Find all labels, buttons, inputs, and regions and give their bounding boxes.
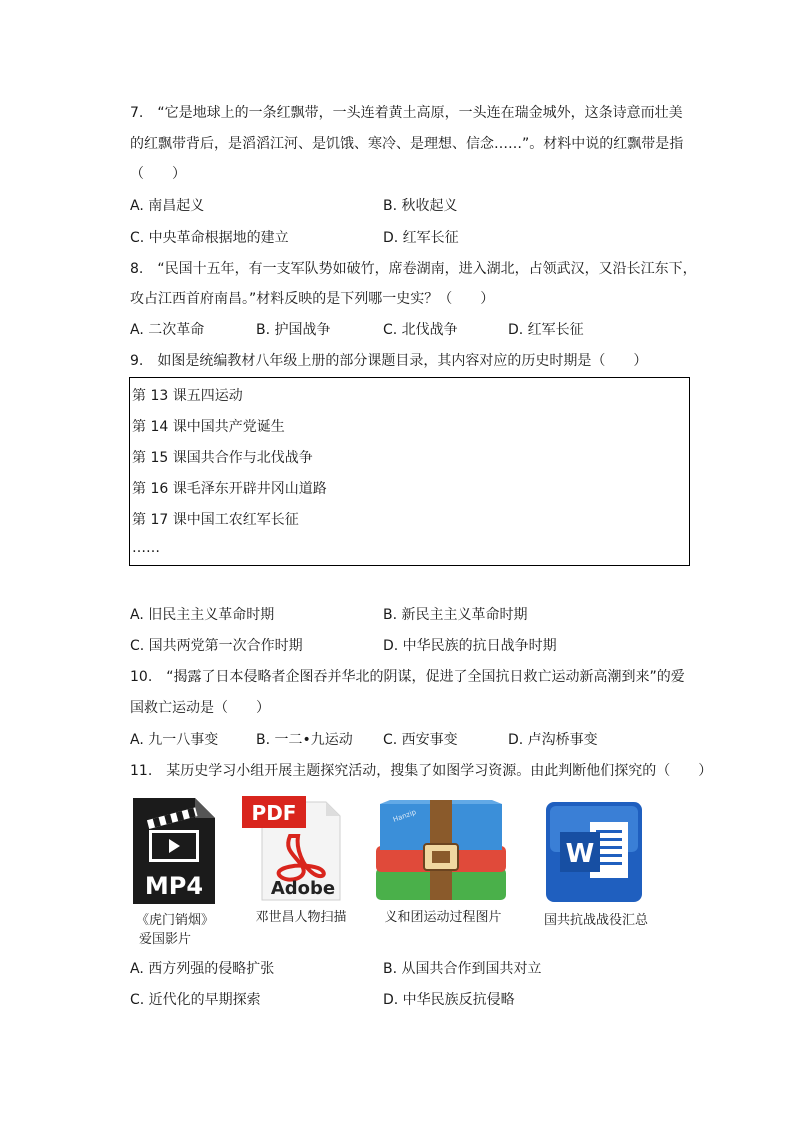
archive-file-icon <box>374 798 508 902</box>
q7-option-a[interactable]: A. 南昌起义 <box>130 198 205 214</box>
toc-item: …… <box>132 540 160 556</box>
mp4-label: MP4 <box>144 872 204 900</box>
caption-archive: 义和团运动过程图片 <box>384 910 502 925</box>
mp4-file-icon <box>133 798 215 904</box>
q11-option-b[interactable]: B. 从国共合作到国共对立 <box>383 961 542 977</box>
caption-word: 国共抗战战役汇总 <box>543 913 648 928</box>
toc-item: 第 16 课毛泽东开辟井冈山道路 <box>132 481 327 497</box>
q9-option-d[interactable]: D. 中华民族的抗日战争时期 <box>383 638 557 654</box>
q8-stem-line2: 攻占江西首府南昌。”材料反映的是下列哪一史实？（ ） <box>130 291 495 307</box>
q7-stem-line1: 7. “它是地球上的一条红飘带，一头连着黄土高原，一头连在瑞金城外，这条诗意而壮美 <box>130 105 683 121</box>
table-of-contents-box <box>129 377 690 566</box>
q7-option-b[interactable]: B. 秋收起义 <box>383 198 458 214</box>
q8-stem-line1: 8. “民国十五年，有一支军队势如破竹，席卷湖南，进入湖北，占领武汉，又沿长江东下， <box>130 261 697 277</box>
q9-stem: 9. 如图是统编教材八年级上册的部分课题目录，其内容对应的历史时期是（ ） <box>130 353 648 369</box>
q7-stem-line3: （ ） <box>130 166 186 182</box>
pdf-label: PDF <box>251 801 297 825</box>
caption-mp4-line2: 爱国影片 <box>138 932 191 947</box>
caption-pdf: 邓世昌人物扫描 <box>255 910 347 925</box>
archive-label: Hanzip <box>391 808 418 824</box>
adobe-label: Adobe <box>270 878 336 899</box>
q7-stem-line2: 的红飘带背后，是滔滔江河、是饥饿、寒冷、是理想、信念……”。材料中说的红飘带是指 <box>130 136 684 152</box>
pdf-file-icon <box>240 796 346 902</box>
q8-option-d[interactable]: D. 红军长征 <box>508 322 584 338</box>
toc-item: 第 14 课中国共产党诞生 <box>132 419 285 435</box>
q10-option-b[interactable]: B. 一二•九运动 <box>256 732 353 748</box>
toc-item: 第 15 课国共合作与北伐战争 <box>132 450 313 466</box>
q10-option-c[interactable]: C. 西安事变 <box>383 732 458 748</box>
q10-option-a[interactable]: A. 九一八事变 <box>130 732 219 748</box>
q7-option-c[interactable]: C. 中央革命根据地的建立 <box>130 230 289 246</box>
q9-option-b[interactable]: B. 新民主主义革命时期 <box>383 607 528 623</box>
q9-option-a[interactable]: A. 旧民主主义革命时期 <box>130 607 275 623</box>
q11-option-a[interactable]: A. 西方列强的侵略扩张 <box>130 961 275 977</box>
q11-option-d[interactable]: D. 中华民族反抗侵略 <box>383 992 515 1008</box>
toc-item: 第 17 课中国工农红军长征 <box>132 512 299 528</box>
q9-option-c[interactable]: C. 国共两党第一次合作时期 <box>130 638 303 654</box>
q10-option-d[interactable]: D. 卢沟桥事变 <box>508 732 598 748</box>
q8-option-a[interactable]: A. 二次革命 <box>130 322 205 338</box>
q8-option-c[interactable]: C. 北伐战争 <box>383 322 458 338</box>
q10-stem-line1: 10. “揭露了日本侵略者企图吞并华北的阴谋，促进了全国抗日救亡运动新高潮到来”的爱 <box>130 669 685 685</box>
q11-option-c[interactable]: C. 近代化的早期探索 <box>130 992 261 1008</box>
q10-stem-line2: 国救亡运动是（ ） <box>130 700 270 716</box>
toc-item: 第 13 课五四运动 <box>132 388 243 404</box>
word-file-icon <box>546 802 642 902</box>
q8-option-b[interactable]: B. 护国战争 <box>256 322 331 338</box>
q7-option-d[interactable]: D. 红军长征 <box>383 230 459 246</box>
q11-stem: 11. 某历史学习小组开展主题探究活动，搜集了如图学习资源。由此判断他们探究的（ ） <box>130 763 713 779</box>
word-label: W <box>565 839 595 869</box>
caption-mp4-line1: 《虎门销烟》 <box>135 913 214 928</box>
